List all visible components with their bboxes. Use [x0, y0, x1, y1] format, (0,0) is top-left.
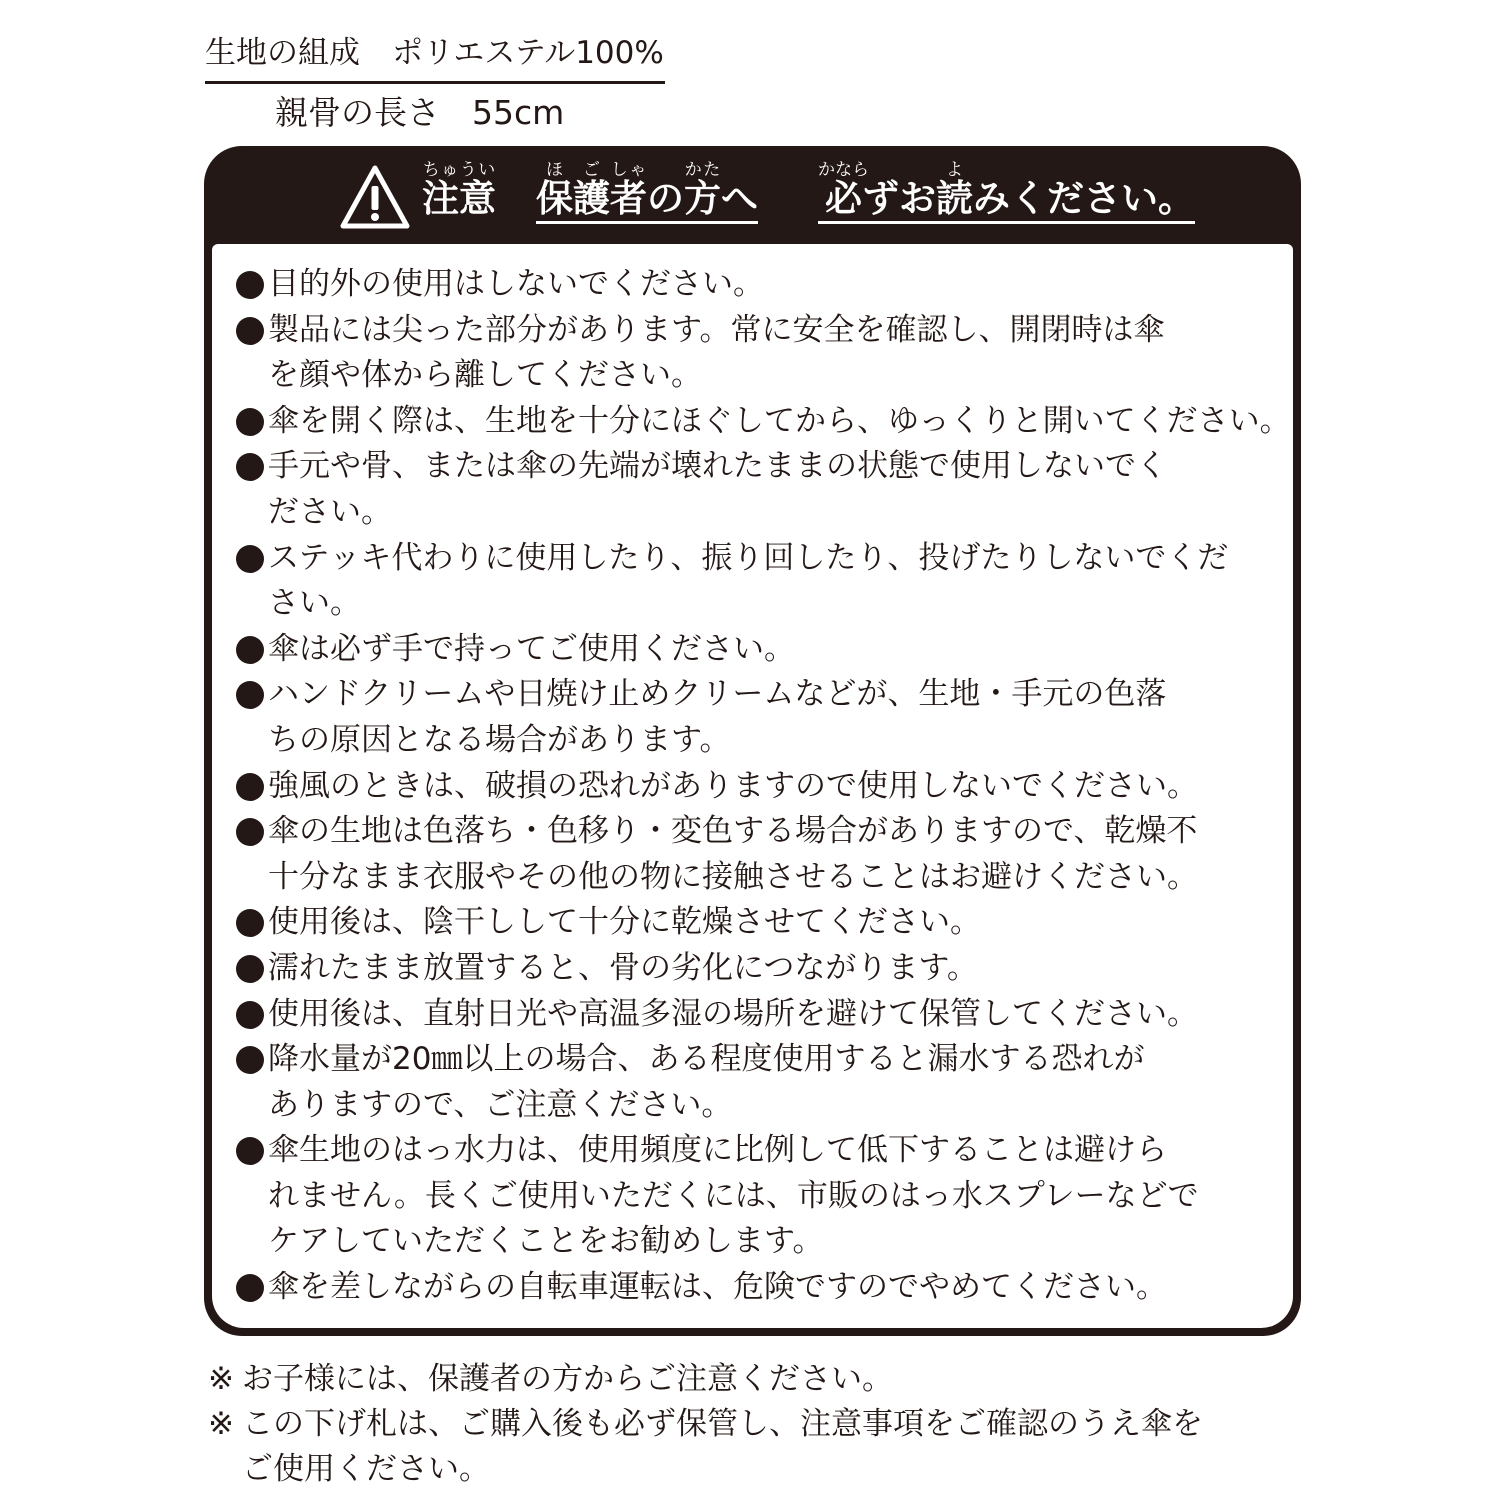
caution-item [234, 946, 1284, 992]
caution-item-line: ありますので、ご注意ください。 [268, 1086, 733, 1123]
caution-item-line: 傘を差しながらの自転車運転は、危険ですのでやめてください。 [268, 1269, 1167, 1306]
caution-item [234, 444, 1284, 535]
caution-item [234, 536, 1284, 627]
caution-item-line: を顔や体から離してください。 [268, 357, 702, 394]
read-ruby: よ [936, 160, 973, 180]
caution-item [234, 1128, 1284, 1265]
caution-item [234, 308, 1284, 399]
caution-ruby: ちゅうい [422, 160, 496, 180]
must-read-heading [818, 160, 1195, 221]
caution-item-line: 使用後は、直射日光や高温多湿の場所を避けて保管してください。 [268, 995, 1198, 1032]
guardian-char-6: へ [721, 177, 758, 220]
caution-item [234, 764, 1284, 810]
caution-item [234, 900, 1284, 946]
guardian-char-1: 保 [536, 177, 573, 220]
caution-word: 注意 [422, 177, 496, 220]
caution-list [234, 262, 1291, 1311]
caution-title [422, 160, 496, 221]
fabric-label: 生地の組成 [205, 35, 360, 71]
guardian-ruby-3: しゃ [610, 160, 647, 180]
rib-value: 55cm [472, 93, 565, 132]
caution-item [234, 992, 1284, 1038]
warning-triangle-icon [340, 164, 410, 230]
guardian-char-3: 者 [610, 177, 647, 220]
note-mark: ※ [208, 1406, 234, 1442]
footer-notes [208, 1357, 1308, 1492]
caution-item-line: 目的外の使用はしないでください。 [268, 266, 764, 302]
guardian-char-5: 方 [684, 177, 721, 220]
caution-item-line: 降水量が20㎜以上の場合、ある程度使用すると漏水する恐れが [268, 1041, 1145, 1078]
read-kanji: 読 [936, 177, 973, 220]
caution-item-line: 濡れたまま放置すると、骨の劣化につながります。 [268, 949, 978, 986]
caution-item [234, 1265, 1284, 1311]
fabric-value: ポリエステル100% [392, 35, 664, 71]
note-keep-tag [208, 1402, 1308, 1492]
caution-item-line: 十分なまま衣服やその他の物に接触させることはお避けください。 [268, 858, 1198, 895]
caution-item [234, 627, 1284, 673]
caution-item [234, 809, 1284, 900]
caution-item-line: さい。 [268, 585, 361, 622]
guardian-ruby-2: ご [573, 160, 610, 180]
caution-item-line: 手元や骨、または傘の先端が壊れたままの状態で使用しないでく [268, 448, 1167, 485]
caution-item [234, 399, 1291, 445]
caution-box [204, 146, 1301, 1336]
caution-item-line: ハンドクリームや日焼け止めクリームなどが、生地・手元の色落 [268, 676, 1167, 713]
caution-item [234, 1037, 1284, 1128]
must-ruby: かなら [818, 160, 869, 180]
note-children [208, 1357, 1308, 1402]
caution-item [234, 672, 1284, 763]
guardian-heading [536, 160, 758, 221]
caution-item-line: ステッキ代わりに使用したり、振り回したり、投げたりしないでくだ [268, 539, 1229, 576]
rib-label: 親骨の長さ [275, 93, 440, 132]
caution-item-line: 傘を開く際は、生地を十分にほぐしてから、ゆっくりと開いてください。 [268, 402, 1291, 439]
spec-fabric [205, 28, 665, 84]
guardian-char-2: 護 [573, 177, 610, 220]
must-rest: ずお [862, 177, 936, 220]
note-mark: ※ [208, 1361, 234, 1397]
caution-item-line: ちの原因となる場合があります。 [268, 721, 731, 758]
caution-item-line: 傘生地のはっ水力は、使用頻度に比例して低下することは避けら [268, 1132, 1167, 1169]
caution-item-line: ケアしていただくことをお勧めします。 [268, 1223, 824, 1260]
caution-item [234, 262, 1284, 308]
note-text-line: ご使用ください。 [242, 1451, 490, 1487]
caution-header [204, 146, 1301, 244]
spec-rib-length [275, 88, 564, 138]
note-text: お子様には、保護者の方からご注意ください。 [242, 1361, 893, 1397]
read-rest: みください。 [973, 177, 1195, 220]
guardian-ruby-1: ほ [536, 160, 573, 180]
caution-item-line: 使用後は、陰干しして十分に乾燥させてください。 [268, 904, 981, 941]
note-text-line: この下げ札は、ご購入後も必ず保管し、注意事項をご確認のうえ傘を [242, 1406, 1203, 1442]
caution-body [212, 244, 1293, 1328]
caution-item-line: れません。長くご使用いただくには、市販のはっ水スプレーなどで [268, 1177, 1199, 1214]
guardian-ruby-5: かた [684, 160, 721, 180]
caution-item-line: 傘は必ず手で持ってご使用ください。 [268, 630, 795, 667]
guardian-char-4: の [647, 177, 684, 220]
must-kanji: 必 [818, 177, 869, 220]
caution-item-line: 強風のときは、破損の恐れがありますので使用しないでください。 [268, 767, 1198, 804]
caution-item-line: 製品には尖った部分があります。常に安全を確認し、開閉時は傘 [268, 311, 1165, 348]
caution-item-line: 傘の生地は色落ち・色移り・変色する場合がありますので、乾燥不 [268, 813, 1198, 850]
caution-item-line: ださい。 [268, 493, 392, 530]
